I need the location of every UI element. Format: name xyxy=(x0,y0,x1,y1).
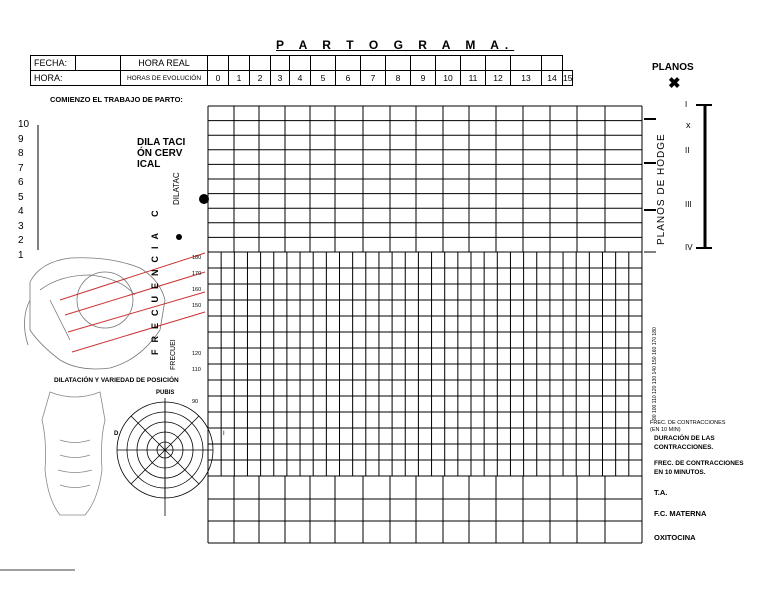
body-illustration xyxy=(42,392,105,515)
hour-13: 13 xyxy=(511,71,542,86)
hodge-bracket xyxy=(644,105,712,252)
dilatation-dot-small xyxy=(176,234,182,240)
fc-120: 120 xyxy=(192,351,202,357)
d-label: D xyxy=(114,431,119,437)
hodge-plane-1: I xyxy=(685,100,688,109)
hodge-plane-3: III xyxy=(685,200,692,209)
scale-6: 6 xyxy=(18,177,24,188)
comienzo-label: COMIENZO EL TRABAJO DE PARTO: xyxy=(50,95,183,104)
hour-3: 3 xyxy=(271,71,290,86)
ta-label: T.A. xyxy=(654,488,668,497)
fc-110: 110 xyxy=(192,367,201,373)
fc-150: 150 xyxy=(192,303,202,309)
hour-5: 5 xyxy=(311,71,336,86)
hour-14: 14 xyxy=(542,71,563,86)
hour-7: 7 xyxy=(361,71,386,86)
fc-materna-label: F.C. MATERNA xyxy=(654,509,707,518)
hora-label: HORA: xyxy=(31,71,121,86)
scale-3: 3 xyxy=(18,220,24,232)
dilatacion-cervical-label: DILA TACI ÓN CERV ICAL xyxy=(137,137,186,170)
frec-small-label: FREC. DE CONTRACCIONES (EN 10 MIN) xyxy=(650,420,726,433)
hodge-plane-4: IV xyxy=(685,243,693,252)
hora-real-label: HORA REAL xyxy=(121,56,208,71)
hour-4: 4 xyxy=(290,71,311,86)
frec-contracciones-label: FREC. DE CONTRACCIONES EN 10 MINUTOS. xyxy=(654,460,744,476)
frecuencia-label: FRECUENCIA C xyxy=(150,203,160,355)
hour-2: 2 xyxy=(250,71,271,86)
planos-label: PLANOS xyxy=(652,62,694,73)
hour-12: 12 xyxy=(486,71,511,86)
hour-0: 0 xyxy=(208,71,229,86)
horas-evolucion-label: HORAS DE EVOLUCIÓN xyxy=(121,71,208,86)
oxitocina-label: OXITOCINA xyxy=(654,533,696,542)
hour-1: 1 xyxy=(229,71,250,86)
scale-8: 8 xyxy=(18,148,24,159)
scale-7: 7 xyxy=(18,162,24,174)
scale-9: 9 xyxy=(18,133,24,145)
page-title: P A R T O G R A M A. xyxy=(276,38,515,52)
duracion-label: DURACIÓN DE LAS CONTRACCIONES. xyxy=(654,435,715,451)
scale-10: 10 xyxy=(18,119,30,130)
position-circle xyxy=(117,398,213,516)
hour-9: 9 xyxy=(411,71,436,86)
right-fc-scale: 90 100 110 120 130 140 150 160 170 180 xyxy=(652,327,658,420)
pelvis-illustration xyxy=(24,258,165,369)
fc-180: 180 xyxy=(192,255,202,261)
fc-small-label: FRECUEI xyxy=(170,339,177,370)
hour-8: 8 xyxy=(386,71,411,86)
scale-5: 5 xyxy=(18,191,24,203)
hodge-x: x xyxy=(686,120,691,130)
fc-90: 90 xyxy=(192,399,199,405)
i-label: I xyxy=(223,431,225,437)
hodge-label: PLANOS DE HODGE xyxy=(656,133,667,245)
fc-160: 160 xyxy=(192,287,202,293)
scale-1: 1 xyxy=(18,249,24,261)
dilatation-dot-large xyxy=(199,194,209,204)
hour-6: 6 xyxy=(336,71,361,86)
hour-10: 10 xyxy=(436,71,461,86)
close-icon: ✖ xyxy=(668,75,681,92)
scale-2: 2 xyxy=(18,235,24,246)
dilatacion-small-label: DILATAC xyxy=(172,172,181,205)
hour-11: 11 xyxy=(461,71,486,86)
hodge-plane-2: II xyxy=(685,146,690,155)
dilatacion-variedad-label: DILATACIÓN Y VARIEDAD DE POSICIÓN xyxy=(54,377,179,384)
fecha-label: FECHA: xyxy=(31,56,76,71)
fc-170: 170 xyxy=(192,271,202,277)
hour-15: 15 xyxy=(563,71,573,86)
pubis-label: PUBIS xyxy=(156,390,175,396)
scale-4: 4 xyxy=(18,206,24,217)
